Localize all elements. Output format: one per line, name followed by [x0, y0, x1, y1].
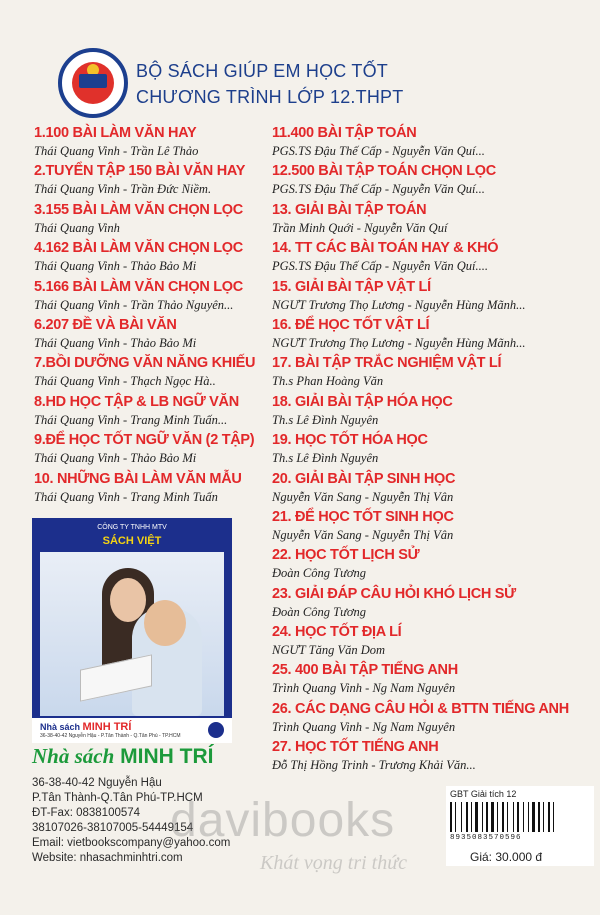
book-authors: Thái Quang Vinh - Thạch Ngọc Hà.. — [34, 374, 216, 389]
series-title-line1: BỘ SÁCH GIÚP EM HỌC TỐT — [136, 61, 388, 81]
book-title: 5.166 BÀI LÀM VĂN CHỌN LỌC — [34, 278, 243, 295]
book-list-left — [34, 124, 274, 508]
book-title: 10. NHỮNG BÀI LÀM VĂN MẪU — [34, 470, 242, 487]
book-authors: Thái Quang Vinh - Trần Thảo Nguyên... — [34, 297, 234, 312]
store-email: Email: vietbookscompany@yahoo.com — [32, 837, 231, 849]
book-authors: Thái Quang Vinh - Trần Lê Thảo — [34, 144, 199, 158]
book-item — [34, 162, 274, 200]
book-authors: NGƯT Trương Thọ Lương - Nguyễn Hùng Mãnh... — [272, 297, 526, 312]
book-authors: NGƯT Tăng Văn Dom — [272, 643, 386, 658]
book-title: 11.400 BÀI TẬP TOÁN — [272, 125, 417, 141]
watermark-brand: davibooks — [170, 794, 396, 847]
ad-company: CÔNG TY TNHH MTV — [97, 524, 167, 531]
book-item — [272, 508, 594, 546]
book-item — [272, 316, 594, 354]
book-authors: Thái Quang Vinh - Thảo Bảo Mi — [34, 451, 197, 466]
series-title — [136, 58, 403, 110]
store-address-line2: P.Tân Thành-Q.Tân Phú-TP.HCM — [32, 792, 203, 804]
store-fax: ĐT-Fax: 0838100574 — [32, 807, 141, 819]
book-item — [34, 354, 274, 392]
book-title: 27. HỌC TỐT TIẾNG ANH — [272, 739, 439, 756]
store-logo-icon — [208, 722, 224, 738]
barcode-bars-icon — [450, 802, 590, 832]
ad-address: 36-38-40-42 Nguyễn Hậu - P.Tân Thành - Q.Tân Phú - TP.HCM — [40, 733, 181, 739]
book-authors: Thái Quang Vinh - Trần Đức Niềm. — [34, 182, 212, 197]
book-title: 22. HỌC TỐT LỊCH SỬ — [272, 547, 420, 564]
book-title: 24. HỌC TỐT ĐỊA LÍ — [272, 624, 402, 641]
book-title: 4.162 BÀI LÀM VĂN CHỌN LỌC — [34, 240, 243, 257]
book-item — [34, 393, 274, 431]
price: Giá: 30.000 đ — [470, 850, 543, 864]
book-item — [272, 162, 594, 200]
book-item — [272, 124, 594, 162]
book-title: 3.155 BÀI LÀM VĂN CHỌN LỌC — [34, 201, 243, 218]
book-title: 18. GIẢI BÀI TẬP HÓA HỌC — [272, 393, 453, 410]
ad-store-name: Nhà sách MINH TRÍ — [40, 721, 132, 733]
book-item — [34, 278, 274, 316]
store-phones: 38107026-38107005-54449154 — [32, 822, 194, 834]
ad-store-strip — [32, 718, 232, 743]
book-authors: Th.s Lê Đình Nguyên — [272, 412, 379, 427]
book-item — [272, 239, 594, 277]
book-title: 17. BÀI TẬP TRẮC NGHIỆM VẬT LÍ — [272, 355, 502, 372]
store-name: Nhà sách MINH TRÍ — [32, 744, 214, 768]
book-item — [272, 546, 594, 584]
book-authors: PGS.TS Đậu Thế Cấp - Nguyễn Văn Quí... — [272, 144, 485, 158]
book-item — [272, 700, 594, 738]
book-title: 2.TUYỂN TẬP 150 BÀI VĂN HAY — [34, 163, 246, 180]
book-authors: Thái Quang Vinh - Thảo Bảo Mi — [34, 259, 197, 274]
book-item — [272, 278, 594, 316]
book-item — [272, 201, 594, 239]
book-item — [272, 354, 594, 392]
book-title: 14. TT CÁC BÀI TOÁN HAY & KHÓ — [272, 240, 499, 257]
book-item — [272, 738, 594, 776]
book-item — [272, 431, 594, 469]
watermark-slogan: Khát vọng tri thức — [260, 852, 408, 874]
publisher-logo-icon — [58, 48, 128, 118]
publisher-ad — [32, 518, 232, 743]
book-title: 26. CÁC DẠNG CÂU HỎI & BTTN TIẾNG ANH — [272, 700, 569, 717]
book-authors: Trần Minh Quới - Nguyễn Văn Quí — [272, 220, 448, 235]
book-authors: Thái Quang Vinh - Thảo Bảo Mi — [34, 335, 197, 350]
book-title: 23. GIẢI ĐÁP CÂU HỎI KHÓ LỊCH SỬ — [272, 585, 516, 602]
book-authors: Nguyễn Văn Sang - Nguyễn Thị Vân — [272, 527, 454, 542]
book-item — [272, 470, 594, 508]
book-item — [34, 470, 274, 508]
book-item — [34, 316, 274, 354]
book-item — [34, 201, 274, 239]
book-authors: Thái Quang Vinh - Trang Minh Tuấn — [34, 489, 218, 504]
store-website: Website: nhasachminhtri.com — [32, 852, 183, 864]
barcode-label: GBT Giải tích 12 — [450, 789, 517, 799]
book-title: 16. ĐỂ HỌC TỐT VẬT LÍ — [272, 316, 430, 333]
book-title: 15. GIẢI BÀI TẬP VẬT LÍ — [272, 278, 431, 295]
book-title: 6.207 ĐỀ VÀ BÀI VĂN — [34, 316, 177, 333]
book-title: 13. GIẢI BÀI TẬP TOÁN — [272, 201, 427, 218]
book-title: 8.HD HỌC TẬP & LB NGỮ VĂN — [34, 393, 239, 410]
book-authors: Thái Quang Vinh — [34, 220, 120, 235]
book-authors: Th.s Lê Đình Nguyên — [272, 451, 379, 466]
book-authors: Thái Quang Vinh - Trang Minh Tuấn... — [34, 412, 228, 427]
book-authors: PGS.TS Đậu Thế Cấp - Nguyễn Văn Quí.... — [272, 259, 488, 274]
book-title: 9.ĐỂ HỌC TỐT NGỮ VĂN (2 TẬP) — [34, 432, 255, 449]
book-title: 21. ĐỂ HỌC TỐT SINH HỌC — [272, 508, 454, 525]
store-address-line1: 36-38-40-42 Nguyễn Hậu — [32, 777, 162, 789]
book-authors: Th.s Phan Hoàng Văn — [272, 374, 384, 389]
students-reading-photo — [40, 552, 224, 716]
book-item — [34, 239, 274, 277]
book-list-right — [272, 124, 594, 777]
book-authors: Đoàn Công Tương — [272, 604, 367, 619]
book-authors: Đoàn Công Tương — [272, 566, 367, 581]
book-title: 20. GIẢI BÀI TẬP SINH HỌC — [272, 470, 456, 487]
book-authors: NGƯT Trương Thọ Lương - Nguyễn Hùng Mãnh... — [272, 335, 526, 350]
book-item — [34, 431, 274, 469]
book-authors: Trình Quang Vinh - Ng Nam Nguyên — [272, 681, 456, 696]
book-title: 19. HỌC TỐT HÓA HỌC — [272, 432, 428, 449]
book-item — [272, 393, 594, 431]
series-title-line2: CHƯƠNG TRÌNH LỚP 12.THPT — [136, 87, 404, 107]
isbn-number: 8935083570596 — [450, 834, 522, 842]
book-authors: Nguyễn Văn Sang - Nguyễn Thị Vân — [272, 489, 454, 504]
book-title: 25. 400 BÀI TẬP TIẾNG ANH — [272, 662, 458, 679]
book-item — [272, 661, 594, 699]
book-item — [272, 585, 594, 623]
book-title: 12.500 BÀI TẬP TOÁN CHỌN LỌC — [272, 163, 496, 180]
ad-brand: SÁCH VIỆT — [102, 535, 162, 547]
book-title: 1.100 BÀI LÀM VĂN HAY — [34, 125, 197, 141]
book-item — [272, 623, 594, 661]
book-authors: Trình Quang Vinh - Ng Nam Nguyên — [272, 719, 456, 734]
book-authors: Đỗ Thị Hồng Trinh - Trương Khải Văn... — [272, 758, 476, 773]
book-item — [34, 124, 274, 162]
book-title: 7.BỒI DƯỠNG VĂN NĂNG KHIẾU — [34, 355, 256, 372]
book-authors: PGS.TS Đậu Thế Cấp - Nguyễn Văn Quí... — [272, 182, 485, 197]
